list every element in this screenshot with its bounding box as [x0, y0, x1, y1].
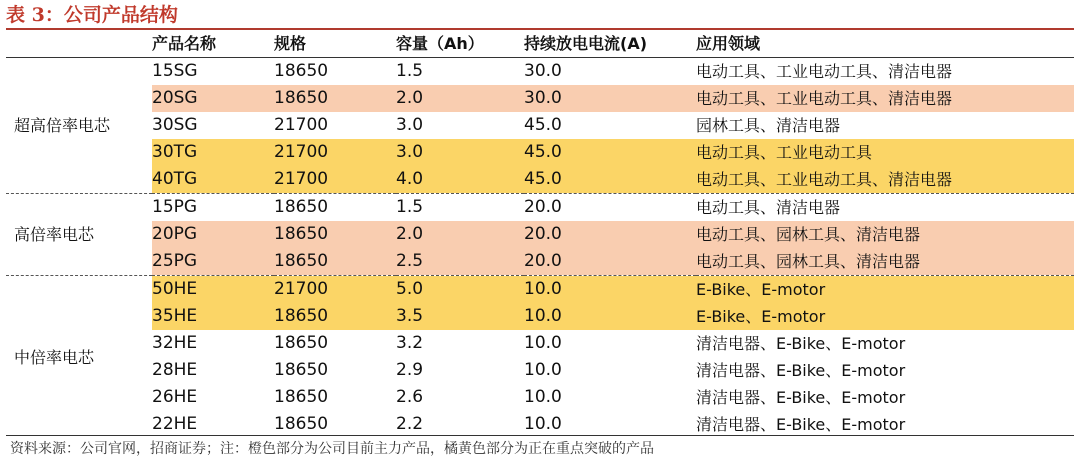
cell-application: 电动工具、工业电动工具、清洁电器	[696, 62, 953, 81]
cell-spec: 18650	[274, 303, 396, 330]
cell-spec: 21700	[274, 115, 329, 135]
cell-product-name: 20PG	[152, 221, 274, 248]
cell-product-name: 25PG	[152, 248, 274, 276]
cell-current: 30.0	[524, 61, 562, 81]
cell-capacity: 2.6	[396, 387, 424, 407]
cell-spec: 18650	[274, 387, 329, 407]
cell-current: 20.0	[524, 221, 696, 248]
header-product-name: 产品名称	[152, 30, 274, 58]
cell-product-name: 30TG	[152, 139, 274, 166]
table-row	[6, 139, 1074, 166]
cell-application: 电动工具、工业电动工具	[696, 139, 1074, 166]
cell-current: 30.0	[524, 85, 696, 112]
table-row	[6, 384, 1074, 411]
cell-spec: 21700	[274, 166, 396, 194]
cell-application: 电动工具、园林工具、清洁电器	[696, 248, 1074, 276]
table-row	[6, 112, 1074, 139]
cell-product-name: 40TG	[152, 166, 274, 194]
cell-current: 10.0	[524, 414, 562, 434]
table-row	[6, 411, 1074, 438]
cell-application: 电动工具、清洁电器	[696, 198, 841, 217]
cell-capacity: 2.2	[396, 414, 424, 434]
cell-capacity: 2.0	[396, 221, 524, 248]
cell-product-name: 50HE	[152, 276, 274, 304]
cell-application: 电动工具、工业电动工具、清洁电器	[696, 85, 1074, 112]
cell-application: 清洁电器、E-Bike、E-motor	[696, 415, 906, 434]
table-row	[6, 276, 1074, 304]
cell-capacity: 1.5	[396, 197, 424, 217]
cell-capacity: 1.5	[396, 61, 424, 81]
bottom-rule	[6, 435, 1074, 436]
cell-spec: 18650	[274, 85, 396, 112]
table-row	[6, 330, 1074, 357]
cell-spec: 18650	[274, 333, 329, 353]
table-row	[6, 357, 1074, 384]
cell-spec: 21700	[274, 276, 396, 304]
table-row	[6, 194, 1074, 222]
header-category	[6, 30, 152, 58]
cell-capacity: 5.0	[396, 276, 524, 304]
header-row	[6, 30, 1074, 58]
cell-application: E-Bike、E-motor	[696, 276, 1074, 304]
cell-product-name: 28HE	[152, 360, 198, 380]
cell-capacity: 2.9	[396, 360, 424, 380]
table-row	[6, 221, 1074, 248]
cell-capacity: 3.2	[396, 333, 424, 353]
table-row	[6, 248, 1074, 276]
cell-current: 45.0	[524, 166, 696, 194]
cell-spec: 18650	[274, 197, 329, 217]
header-spec: 规格	[274, 30, 396, 58]
source-note: 资料来源：公司官网，招商证券；注：橙色部分为公司目前主力产品，橘黄色部分为正在重点突破的产品	[10, 441, 654, 457]
product-table	[6, 30, 1074, 438]
table-body	[6, 58, 1074, 439]
cell-current: 10.0	[524, 276, 696, 304]
cell-current: 10.0	[524, 387, 562, 407]
cell-current: 10.0	[524, 360, 562, 380]
cell-product-name: 20SG	[152, 85, 274, 112]
header-capacity: 容量（Ah）	[396, 30, 524, 58]
table-row	[6, 303, 1074, 330]
header-application: 应用领域	[696, 30, 1074, 58]
cell-current: 45.0	[524, 139, 696, 166]
cell-application: 清洁电器、E-Bike、E-motor	[696, 334, 906, 353]
table-row	[6, 58, 1074, 86]
header-current: 持续放电电流(A)	[524, 30, 696, 58]
cell-application: 电动工具、园林工具、清洁电器	[696, 221, 1074, 248]
cell-current: 45.0	[524, 115, 562, 135]
table-row	[6, 166, 1074, 194]
cell-application: E-Bike、E-motor	[696, 303, 1074, 330]
cell-capacity: 2.0	[396, 85, 524, 112]
cell-capacity: 4.0	[396, 166, 524, 194]
cell-spec: 18650	[274, 61, 329, 81]
cell-application: 电动工具、工业电动工具、清洁电器	[696, 166, 1074, 194]
cell-product-name: 30SG	[152, 115, 198, 135]
cell-current: 10.0	[524, 333, 562, 353]
cell-application: 清洁电器、E-Bike、E-motor	[696, 388, 906, 407]
cell-product-name: 32HE	[152, 333, 198, 353]
table-row	[6, 85, 1074, 112]
cell-product-name: 35HE	[152, 303, 274, 330]
cell-category: 中倍率电芯	[6, 276, 152, 439]
cell-product-name: 15SG	[152, 61, 198, 81]
cell-application: 园林工具、清洁电器	[696, 116, 841, 135]
cell-product-name: 15PG	[152, 197, 198, 217]
cell-capacity: 3.0	[396, 115, 424, 135]
cell-spec: 18650	[274, 414, 329, 434]
cell-product-name: 26HE	[152, 387, 198, 407]
cell-spec: 18650	[274, 360, 329, 380]
cell-current: 10.0	[524, 303, 696, 330]
cell-spec: 18650	[274, 221, 396, 248]
cell-capacity: 3.0	[396, 139, 524, 166]
cell-application: 清洁电器、E-Bike、E-motor	[696, 361, 906, 380]
cell-current: 20.0	[524, 248, 696, 276]
cell-current: 20.0	[524, 197, 562, 217]
table-title: 表 3：公司产品结构	[6, 4, 178, 26]
cell-category: 高倍率电芯	[6, 194, 152, 276]
cell-product-name: 22HE	[152, 414, 198, 434]
cell-spec: 18650	[274, 248, 396, 276]
cell-category: 超高倍率电芯	[6, 58, 152, 194]
cell-capacity: 2.5	[396, 248, 524, 276]
cell-capacity: 3.5	[396, 303, 524, 330]
cell-spec: 21700	[274, 139, 396, 166]
